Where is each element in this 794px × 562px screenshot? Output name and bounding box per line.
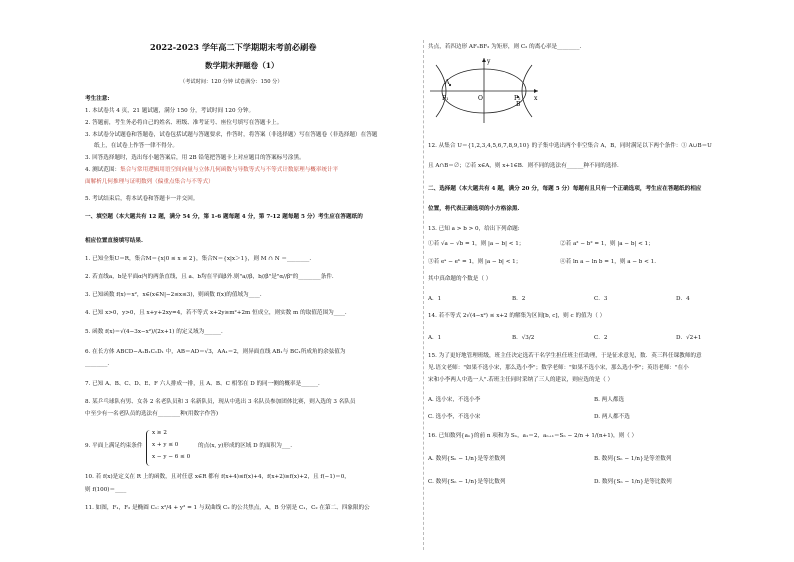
question-12: 12. 从集合 U＝{1,2,3,4,5,6,7,8,9,10} 的子集中选出两个非空集合 A，B，同时满足以下两个条件：① A∪B＝U: [428, 143, 712, 149]
q16-option-a[interactable]: A. 数列{Sₙ − 1/n}是等差数列: [428, 456, 506, 462]
q14-option-c[interactable]: C．2: [594, 335, 608, 341]
q13-option-b[interactable]: B．2: [512, 296, 526, 302]
q14-option-d[interactable]: D．√2+1: [676, 335, 702, 341]
note-5: [85, 167, 338, 174]
q13-option-d[interactable]: D．4: [676, 296, 690, 302]
test-scope: 集合与常用逻辑用语空间向量与立体几何函数与导数等式与不等式计数原理与概率统计平: [120, 167, 339, 173]
question-13-item-3: ③若 eᵃ − eᵇ = 1，则 |a − b| < 1；: [428, 259, 522, 265]
question-13-item-2: ②若 a² − b² = 1，则 |a − b| < 1；: [560, 241, 654, 247]
question-7: 7. 已知 A、B、C、D、E、F 六人排成一排，且 A、B、C 相邻在 D 的同一侧的概率是______.: [85, 381, 320, 387]
question-13-item-4: ④若 ln a − ln b = 1，则 a − b < 1.: [560, 259, 656, 265]
question-13-item-1: ①若 √a − √b = 1，则 |a − b| < 1；: [428, 241, 525, 247]
note-6: 5. 考试结束后，将本试卷和答题卡一并交回。: [85, 196, 199, 202]
question-9: 9. 平面上满足约束条件: [85, 443, 143, 449]
label-b: B: [516, 101, 521, 108]
question-5: 5. 函数 f(x)＝√(4−3x−x²)/(2x+1) 的定义域为______.: [85, 329, 223, 335]
question-6: 6. 在长方体 ABCD−A₁B₁C₁D₁ 中，AB＝AD＝√3，AA₁＝2，则异面直线 AB₁与 BC₁所成角的余弦值为: [85, 349, 346, 355]
column-divider: [423, 40, 424, 550]
q16-option-c[interactable]: C. 数列{Sₙ − 1/n}是等比数列: [428, 479, 506, 485]
question-8-cont: 中至少有一名老队员的选法有________种(用数字作答): [85, 411, 219, 417]
question-14: 14. 若不等式 2√(4−x²) ≤ x+2 的解集为区间[b, c]，则 c 的值为（ ）: [428, 313, 606, 319]
section1-heading: 一、填空题（本大题共有 12 题，满分 54 分，第 1-6 题每题 4 分，第 7-12 题每题 5 分）考生应在答题纸的: [85, 214, 363, 220]
label-origin: O: [478, 95, 483, 102]
exam-info: （考试时间：120 分钟 试卷满分：150 分）: [180, 79, 283, 85]
note-5-prefix: 4. 测试范围：: [85, 167, 121, 173]
label-y: y: [487, 58, 491, 65]
q15-option-c[interactable]: C. 选小李，不选小宋: [428, 414, 481, 420]
y-axis-arrow: [482, 58, 486, 62]
test-scope-cont: 面解析几何推理与证明数列（偏重点集合与不等式）: [85, 179, 214, 185]
question-10: 10. 若 f(x)是定义在 R 上的函数，且对任意 x∈R 都有 f(x+4)≤f(x)+4，f(x+2)≥f(x)+2，且 f(−1)＝0，: [85, 474, 350, 480]
question-11-cont: 共点，若四边形 AF₁BF₂ 为矩形，则 C₂ 的离心率是________.: [428, 44, 582, 50]
question-1: 1. 已知全集U＝R，集合M＝{x|0 ≤ x ≤ 2}，集合N＝{x|x＞1}，则 M ∩ N ＝________.: [85, 256, 312, 262]
ellipse-hyperbola-figure: [428, 55, 543, 125]
q16-option-b[interactable]: B. 数列{Sₙ − 1/n}是等差数列: [594, 456, 672, 462]
q14-option-a[interactable]: A．1: [428, 335, 442, 341]
question-15-line-2: 见.语文老师："如果不选小宋，那么选小李"；数学老师："如果不选小宋，那么选小李"；英语老师："在小: [428, 365, 689, 371]
section2-heading-cont: 位置，将代表正确选项的小方格涂黑.: [428, 206, 520, 212]
section1-heading-cont: 相应位置直接填写结果.: [85, 238, 143, 244]
q15-option-b[interactable]: B. 两人都选: [594, 397, 625, 403]
question-3: 3. 已知函数 f(x)＝x²，x∈(x∈N|−2≤x≤3)，则函数 f(x)的值域为____.: [85, 292, 262, 298]
question-6-cont: ________.: [85, 361, 110, 367]
note-3: 3. 本试卷分试题卷和答题卷，试卷包括试题与答题要求，作答时，将答案（非选择题）写在答题卷（非选择题）在答题: [85, 132, 378, 138]
question-13-ask: 其中真命题的个数是（ ）: [428, 276, 492, 282]
label-a: A: [445, 79, 450, 86]
section2-heading: 二、选择题（本大题共有 4 题，满分 20 分，每题 5 分）每题有且只有一个正确选项，考生应在答题纸的相应: [428, 186, 702, 192]
question-13: 13. 已知 a > b > 0，给出下列命题:: [428, 226, 520, 232]
q15-option-d[interactable]: D. 两人都不选: [594, 414, 630, 420]
label-f1: F₁: [442, 95, 449, 102]
question-9-cont: 的点(x, y)形成的区域 D 的面积为___.: [198, 443, 292, 449]
q15-option-a[interactable]: A. 选小宋，不选小李: [428, 397, 481, 403]
constraint-3: x − y − 6 ≤ 0: [152, 454, 191, 460]
question-16: 16. 已知数列{aₙ}的前 n 项和为 Sₙ，a₁＝2，aₙ₊₁＝Sₙ − 2/n + 1/(n+1)，则（ ）: [428, 433, 638, 439]
question-10-cont: 则 f(100)＝____: [85, 487, 127, 493]
constraint-1: x ≥ 2: [152, 430, 167, 436]
constraint-2: x + y ≤ 0: [152, 442, 179, 448]
question-15: 15. 为了更好地管理班级，班主任决定选若干名学生担任班主任助理，于是征求意见，数．英三科任课教师的意: [428, 353, 702, 359]
exam-subtitle: 数学期末押题卷（1）: [205, 61, 279, 70]
question-2: 2. 若直线a，b是平面α内的两条直线，且 a、b均在平面β外.则"a//β，b//β"是"α//β"的________条件.: [85, 274, 334, 280]
note-4: 3. 回答选择题时，选出每小题答案后，用 2B 铅笔把答题卡上对应题目的答案标号涂黑。: [85, 155, 305, 161]
question-11: 11. 如图，F₁，F₂ 是椭圆 C₁: x²/4 + y² = 1 与双曲线 C₂ 的公共焦点，A，B 分别是 C₁，C₂ 在第二、四象限的公: [85, 505, 370, 511]
q13-option-a[interactable]: A．1: [428, 296, 442, 302]
q13-option-c[interactable]: C．3: [594, 296, 608, 302]
question-15-line-3: 宋和小李两人中选一人".若班主任同时采纳了三人的建议，则应选的是（ ）: [428, 377, 614, 383]
exam-title: 2022-2023 学年高二下学期期末考前必刷卷: [150, 42, 317, 52]
note-3-cont: 纸上，在试卷上作答一律不得分。: [94, 143, 178, 149]
x-axis-arrow: [534, 89, 538, 93]
label-x: x: [534, 95, 538, 102]
question-4: 4. 已知 x>0，y>0，且 x+y+2xy=4，若不等式 x+2y≥m²+2m 恒成立，则实数 m 的取值范围为____.: [85, 310, 347, 316]
note-1: 1. 本试卷共 4 页，21 题试题，满分 150 分，考试时间 120 分钟。: [85, 108, 255, 114]
note-2: 2. 答题前，考生务必将自己的姓名、班级、准考证号、座位号填写在答题卡上。: [85, 120, 283, 126]
question-8: 8. 某乒乓球队有男、女各 2 名老队员和 3 名新队员，现从中选出 3 名队员参加团体比赛，则入选的 3 名队员: [85, 399, 356, 405]
q16-option-d[interactable]: D. 数列{Sₙ − 1/n}是等比数列: [594, 479, 672, 485]
q14-option-b[interactable]: B．√3/2: [512, 335, 535, 341]
label-f2: F₂: [514, 95, 521, 102]
question-12-cont: 且 A∩B＝∅；②若 x∈A，则 x+1∈B．则不同的选法有______种不同的选择.: [428, 163, 619, 169]
notes-heading: 考生注意:: [85, 96, 110, 102]
